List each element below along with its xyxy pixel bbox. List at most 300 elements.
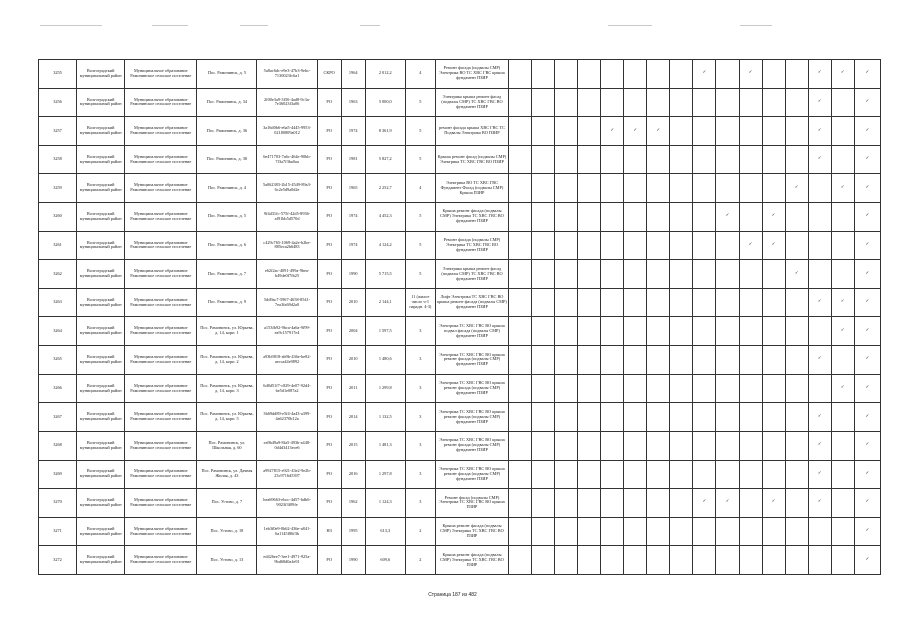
- check-cell: [739, 145, 762, 174]
- check-cell: [647, 203, 670, 232]
- cell-area: 4 452,3: [365, 203, 405, 232]
- cell-num: 3264: [39, 317, 77, 346]
- check-cell: ✓: [831, 60, 854, 89]
- cell-type: РО: [317, 374, 341, 403]
- cell-district: Волгоградский муниципальный район: [77, 174, 125, 203]
- check-cell: ✓: [854, 60, 880, 89]
- check-cell: [601, 374, 624, 403]
- cell-type: РО: [317, 260, 341, 289]
- check-cell: [647, 489, 670, 518]
- cell-district: Волгоградский муниципальный район: [77, 88, 125, 117]
- check-cell: [624, 288, 647, 317]
- cell-district: Волгоградский муниципальный район: [77, 145, 125, 174]
- table-row: [39, 60, 881, 89]
- cell-addr: Пос. Рамонинск, ул. Юрьева, д. 14, корп. 5: [197, 403, 257, 432]
- check-cell: [831, 346, 854, 375]
- check-cell: [647, 346, 670, 375]
- cell-uid: a9927815-e921-43e2-9e2b-23c9716d5397: [257, 460, 317, 489]
- check-cell: [693, 117, 716, 146]
- cell-num: 3270: [39, 489, 77, 518]
- check-cell: [601, 288, 624, 317]
- cell-uid: 5a8ac6dc-e9e3-47b3-9ebc-7130023fc6a1: [257, 60, 317, 89]
- check-cell: ✓: [739, 231, 762, 260]
- check-cell: [739, 431, 762, 460]
- cell-area: 1 299,8: [365, 374, 405, 403]
- cell-works: Электрика ТС ХВС ГВС ВО крыша ремонт фасада (подвалы СМР) фундамент ПЗИР: [435, 374, 508, 403]
- check-cell: [555, 346, 578, 375]
- cell-owner: Муниципальное образование Рамонинское сельское поселение: [125, 174, 197, 203]
- check-cell: [739, 346, 762, 375]
- check-cell: [716, 517, 739, 546]
- cell-area: 1 297,8: [365, 460, 405, 489]
- check-cell: ✓: [854, 431, 880, 460]
- cell-addr: Пос. Рамонинск, д. 5: [197, 203, 257, 232]
- check-cell: [601, 60, 624, 89]
- check-cell: [762, 260, 785, 289]
- cell-owner: Муниципальное образование Рамонинское сельское поселение: [125, 431, 197, 460]
- check-cell: [739, 403, 762, 432]
- check-cell: [532, 145, 555, 174]
- check-cell: [762, 346, 785, 375]
- cell-addr: Пос. Рамонинск, ул. Дачная Жилая, д. 43: [197, 460, 257, 489]
- check-cell: [647, 317, 670, 346]
- cell-floors: 5: [405, 231, 435, 260]
- check-cell: [578, 145, 601, 174]
- check-cell: [601, 517, 624, 546]
- check-cell: ✓: [854, 546, 880, 575]
- check-cell: [670, 145, 693, 174]
- cell-type: РО: [317, 403, 341, 432]
- check-cell: [693, 346, 716, 375]
- cell-floors: 5: [405, 260, 435, 289]
- check-cell: [555, 174, 578, 203]
- check-cell: [693, 403, 716, 432]
- cell-area: 5 000,0: [365, 88, 405, 117]
- cell-type: НЗ: [317, 517, 341, 546]
- cell-year: 1990: [341, 546, 365, 575]
- cell-year: 2014: [341, 403, 365, 432]
- check-cell: [831, 403, 854, 432]
- check-cell: [601, 260, 624, 289]
- cell-num: 3260: [39, 203, 77, 232]
- check-cell: [601, 231, 624, 260]
- check-cell: ✓: [808, 431, 831, 460]
- check-cell: ✓: [808, 117, 831, 146]
- check-cell: [808, 374, 831, 403]
- check-cell: ✓: [739, 60, 762, 89]
- cell-num: 3255: [39, 60, 77, 89]
- check-cell: [670, 489, 693, 518]
- table-row: [39, 546, 881, 575]
- check-cell: [831, 517, 854, 546]
- cell-owner: Муниципальное образование Рамонинское сельское поселение: [125, 117, 197, 146]
- check-cell: [647, 88, 670, 117]
- table-row: [39, 231, 881, 260]
- check-cell: [509, 288, 532, 317]
- cell-uid: 5a062383-2b15-4549-89a3-6c2e5d9a0d2e: [257, 174, 317, 203]
- cell-uid: 1eb3f0e9-0b62-436e-a841-6a1145f86f3b: [257, 517, 317, 546]
- check-cell: [739, 546, 762, 575]
- check-cell: [601, 460, 624, 489]
- check-cell: [578, 60, 601, 89]
- check-cell: [578, 460, 601, 489]
- check-cell: [831, 117, 854, 146]
- cell-uid: 9f4d31fc-575f-42d5-8936-af91bb5d570d: [257, 203, 317, 232]
- check-cell: [716, 317, 739, 346]
- check-cell: [555, 431, 578, 460]
- check-cell: [578, 231, 601, 260]
- check-cell: [647, 260, 670, 289]
- check-cell: [555, 117, 578, 146]
- check-cell: ✓: [601, 117, 624, 146]
- check-cell: [670, 60, 693, 89]
- check-cell: [693, 460, 716, 489]
- check-cell: ✓: [808, 403, 831, 432]
- check-cell: [739, 203, 762, 232]
- check-cell: [670, 260, 693, 289]
- check-cell: [739, 489, 762, 518]
- cell-year: 1962: [341, 489, 365, 518]
- check-cell: [647, 374, 670, 403]
- cell-district: Волгоградский муниципальный район: [77, 517, 125, 546]
- check-cell: [693, 431, 716, 460]
- cell-floors: 3: [405, 403, 435, 432]
- cell-year: 1963: [341, 88, 365, 117]
- check-cell: [716, 403, 739, 432]
- check-cell: [670, 174, 693, 203]
- check-cell: ✓: [808, 489, 831, 518]
- check-cell: [647, 174, 670, 203]
- cell-addr: Пос. Рамонинск, ул. Юрьева, д. 14, корп. 2: [197, 346, 257, 375]
- check-cell: [555, 88, 578, 117]
- check-cell: [624, 88, 647, 117]
- check-cell: [624, 317, 647, 346]
- check-cell: [831, 203, 854, 232]
- check-cell: ✓: [693, 60, 716, 89]
- page-footer: Страница 187 из 482: [428, 592, 477, 598]
- cell-uid: 5dd9ac7-5967-4658-8541-7ea3fa69d2a0: [257, 288, 317, 317]
- cell-works: Электрика ТС ХВС ГВС ВО крыша ремонт фасада (подвалы СМР) фундамент ПЗИР: [435, 346, 508, 375]
- check-cell: [555, 288, 578, 317]
- cell-type: РО: [317, 288, 341, 317]
- cell-year: 2010: [341, 346, 365, 375]
- check-cell: ✓: [854, 346, 880, 375]
- check-cell: [555, 460, 578, 489]
- check-cell: [532, 431, 555, 460]
- cell-owner: Муниципальное образование Рамонинское сельское поселение: [125, 489, 197, 518]
- cell-type: РО: [317, 231, 341, 260]
- cell-addr: Пос. Рамонинск, д. 38: [197, 145, 257, 174]
- cell-uid: bea69663-ebcc-4d57-bdb6-9023f3f09fe: [257, 489, 317, 518]
- check-cell: [532, 288, 555, 317]
- cell-owner: Муниципальное образование Рамонинское сельское поселение: [125, 88, 197, 117]
- check-cell: [785, 431, 808, 460]
- check-cell: ✓: [624, 117, 647, 146]
- cell-area: 1 597,5: [365, 317, 405, 346]
- cell-num: 3267: [39, 403, 77, 432]
- cell-addr: Пос. Рамонинск, д. 34: [197, 88, 257, 117]
- check-cell: ✓: [647, 117, 670, 146]
- cell-uid: a93b9818-ab9b-436e-be82-aecca44e9892: [257, 346, 317, 375]
- check-cell: [647, 288, 670, 317]
- cell-works: Электрика крыша ремонт фасад (подвалы СМР) ТС ХВС ГВС ВО фундамент ПЗИР: [435, 260, 508, 289]
- cell-floors: 3: [405, 374, 435, 403]
- check-cell: [785, 517, 808, 546]
- check-cell: [762, 174, 785, 203]
- cell-type: РО: [317, 88, 341, 117]
- cell-year: 2015: [341, 431, 365, 460]
- check-cell: [624, 403, 647, 432]
- check-cell: ✓: [854, 174, 880, 203]
- check-cell: [509, 489, 532, 518]
- check-cell: ✓: [831, 374, 854, 403]
- check-cell: ✓: [808, 460, 831, 489]
- table-row: [39, 317, 881, 346]
- check-cell: [532, 460, 555, 489]
- cell-works: ремонт фасада крыша ХВС ГВС ТС Подвалы Электрика ВО ПЗИР: [435, 117, 508, 146]
- cell-num: 3256: [39, 88, 77, 117]
- check-cell: [762, 431, 785, 460]
- cell-works: Крыша ремонт фасада (подвалы СМР) Электрика ТС ХВС ГВС ВО ПЗИР: [435, 546, 508, 575]
- check-cell: [532, 489, 555, 518]
- check-cell: [762, 374, 785, 403]
- check-cell: [601, 403, 624, 432]
- cell-owner: Муниципальное образование Рамонинское сельское поселение: [125, 260, 197, 289]
- check-cell: [831, 231, 854, 260]
- cell-floors: 3: [405, 489, 435, 518]
- check-cell: [509, 460, 532, 489]
- capital-repair-table: [38, 59, 881, 575]
- cell-floors: 2: [405, 546, 435, 575]
- check-cell: [716, 374, 739, 403]
- check-cell: [831, 145, 854, 174]
- cell-uid: e62f2ac-4091-499a-9bea-b49de0f7fb25: [257, 260, 317, 289]
- cell-area: 5 827,2: [365, 145, 405, 174]
- check-cell: ✓: [854, 117, 880, 146]
- table-row: [39, 489, 881, 518]
- check-cell: ✓: [693, 489, 716, 518]
- check-cell: [578, 546, 601, 575]
- check-cell: [647, 431, 670, 460]
- check-cell: [509, 546, 532, 575]
- check-cell: [532, 317, 555, 346]
- cell-num: 3257: [39, 117, 77, 146]
- check-cell: [532, 374, 555, 403]
- check-cell: [555, 517, 578, 546]
- cell-works: Крыша ремонт фасад (подвалы СМР) Электрика ТС ХВС ГВС ВО ПЗИР: [435, 145, 508, 174]
- cell-num: 3269: [39, 460, 77, 489]
- check-cell: [831, 431, 854, 460]
- cell-owner: Муниципальное образование Рамонинское сельское поселение: [125, 346, 197, 375]
- check-cell: [532, 203, 555, 232]
- check-cell: [578, 517, 601, 546]
- check-cell: [670, 403, 693, 432]
- check-cell: [532, 546, 555, 575]
- check-cell: [785, 346, 808, 375]
- check-cell: [578, 288, 601, 317]
- check-cell: [670, 288, 693, 317]
- check-cell: [509, 317, 532, 346]
- check-cell: [532, 60, 555, 89]
- check-cell: [578, 431, 601, 460]
- check-cell: ✓: [716, 489, 739, 518]
- check-cell: [670, 374, 693, 403]
- check-cell: ✓: [854, 145, 880, 174]
- cell-area: 2 252,7: [365, 174, 405, 203]
- check-cell: [693, 288, 716, 317]
- cell-owner: Муниципальное образование Рамонинское сельское поселение: [125, 317, 197, 346]
- check-cell: [509, 60, 532, 89]
- check-cell: [693, 231, 716, 260]
- check-cell: [693, 546, 716, 575]
- check-cell: [670, 231, 693, 260]
- check-cell: [578, 117, 601, 146]
- check-cell: [509, 403, 532, 432]
- cell-num: 3266: [39, 374, 77, 403]
- check-cell: [647, 60, 670, 89]
- check-cell: [739, 88, 762, 117]
- check-cell: [578, 174, 601, 203]
- check-cell: [670, 88, 693, 117]
- check-cell: [647, 403, 670, 432]
- cell-year: 1990: [341, 260, 365, 289]
- cell-works: Электрика крыша ремонт фасад (подвалы СМР) ТС ХВС ГВС ВО фундамент ПЗИР: [435, 88, 508, 117]
- cell-addr: Пос. Рамонинск, д. 5: [197, 60, 257, 89]
- check-cell: [808, 174, 831, 203]
- cell-district: Волгоградский муниципальный район: [77, 346, 125, 375]
- cell-floors: 3: [405, 317, 435, 346]
- check-cell: [601, 489, 624, 518]
- check-cell: [762, 517, 785, 546]
- check-cell: [831, 460, 854, 489]
- cell-num: 3265: [39, 346, 77, 375]
- check-cell: [785, 374, 808, 403]
- check-cell: [509, 88, 532, 117]
- cell-type: СКРО: [317, 60, 341, 89]
- check-cell: [808, 231, 831, 260]
- check-cell: [831, 489, 854, 518]
- check-cell: ✓: [762, 231, 785, 260]
- check-cell: [693, 145, 716, 174]
- check-cell: [762, 317, 785, 346]
- cell-district: Волгоградский муниципальный район: [77, 374, 125, 403]
- check-cell: [670, 317, 693, 346]
- check-cell: ✓: [808, 145, 831, 174]
- check-cell: [624, 517, 647, 546]
- check-cell: [601, 317, 624, 346]
- cell-type: РО: [317, 145, 341, 174]
- check-cell: [532, 517, 555, 546]
- table-row: [39, 374, 881, 403]
- cell-year: 1995: [341, 517, 365, 546]
- cell-owner: Муниципальное образование Рамонинское сельское поселение: [125, 374, 197, 403]
- check-cell: ✓: [831, 288, 854, 317]
- cell-district: Волгоградский муниципальный район: [77, 203, 125, 232]
- cell-year: 1974: [341, 203, 365, 232]
- check-cell: ✓: [854, 317, 880, 346]
- check-cell: [739, 517, 762, 546]
- check-cell: ✓: [854, 403, 880, 432]
- cell-owner: Муниципальное образование Рамонинское сельское поселение: [125, 231, 197, 260]
- check-cell: ✓: [854, 517, 880, 546]
- check-cell: [762, 117, 785, 146]
- cell-uid: ea9b49a9-8fa5-493b-a448-0d4d3413ece6: [257, 431, 317, 460]
- cell-addr: Пос. Рамонинск, д. 7: [197, 260, 257, 289]
- check-cell: [624, 546, 647, 575]
- cell-type: РО: [317, 546, 341, 575]
- cell-area: 5 715,5: [365, 260, 405, 289]
- check-cell: ✓: [762, 203, 785, 232]
- cell-area: 1 481,3: [365, 431, 405, 460]
- cell-works: Электрика ТС ХВС ГВС ВО крыша ремонт фасада (подвалы СМР) фундамент ПЗИР: [435, 460, 508, 489]
- check-cell: [509, 260, 532, 289]
- check-cell: [578, 203, 601, 232]
- cell-floors: 3: [405, 460, 435, 489]
- table-row: [39, 431, 881, 460]
- check-cell: [831, 546, 854, 575]
- check-cell: [716, 346, 739, 375]
- check-cell: [808, 546, 831, 575]
- cell-num: 3258: [39, 145, 77, 174]
- check-cell: [532, 403, 555, 432]
- check-cell: [555, 317, 578, 346]
- cell-owner: Муниципальное образование Рамонинское сельское поселение: [125, 60, 197, 89]
- table-row: [39, 117, 881, 146]
- cell-owner: Муниципальное образование Рамонинское сельское поселение: [125, 203, 197, 232]
- check-cell: [647, 546, 670, 575]
- cell-district: Волгоградский муниципальный район: [77, 60, 125, 89]
- check-cell: [532, 260, 555, 289]
- cell-district: Волгоградский муниципальный район: [77, 489, 125, 518]
- check-cell: [785, 489, 808, 518]
- check-cell: [624, 145, 647, 174]
- cell-uid: 3a16d0b6-e6a5-4445-9953-02180809a012: [257, 117, 317, 146]
- check-cell: [532, 346, 555, 375]
- cell-owner: Муниципальное образование Рамонинское сельское поселение: [125, 403, 197, 432]
- cell-area: 4 124,2: [365, 231, 405, 260]
- cell-district: Волгоградский муниципальный район: [77, 546, 125, 575]
- check-cell: ✓: [854, 260, 880, 289]
- check-cell: [555, 374, 578, 403]
- check-cell: [509, 231, 532, 260]
- check-cell: [647, 231, 670, 260]
- cell-floors: 4: [405, 60, 435, 89]
- check-cell: [624, 431, 647, 460]
- cell-type: РО: [317, 317, 341, 346]
- check-cell: [762, 460, 785, 489]
- check-cell: [785, 203, 808, 232]
- cell-district: Волгоградский муниципальный район: [77, 317, 125, 346]
- check-cell: [716, 88, 739, 117]
- cell-addr: Пос. Рамонинск, ул. Юрьева, д. 14, корп. 1: [197, 317, 257, 346]
- check-cell: [670, 517, 693, 546]
- table-row: [39, 88, 881, 117]
- check-cell: [578, 317, 601, 346]
- check-cell: [624, 260, 647, 289]
- cell-works: Электрика ТС ХВС ГВС ВО крыша подвал фасада (подвалы СМР) фундамент ПЗИР: [435, 317, 508, 346]
- cell-year: 2010: [341, 288, 365, 317]
- cell-year: 2016: [341, 460, 365, 489]
- cell-uid: ed426ee7-3ee1-4971-925a-9bd68d0a4e91: [257, 546, 317, 575]
- check-cell: [624, 346, 647, 375]
- cell-year: 2004: [341, 317, 365, 346]
- cell-type: РО: [317, 431, 341, 460]
- cell-uid: c429c765-1069-4a2e-b2be-885eca2b6483: [257, 231, 317, 260]
- check-cell: ✓: [854, 460, 880, 489]
- check-cell: [716, 231, 739, 260]
- check-cell: [509, 346, 532, 375]
- check-cell: [808, 203, 831, 232]
